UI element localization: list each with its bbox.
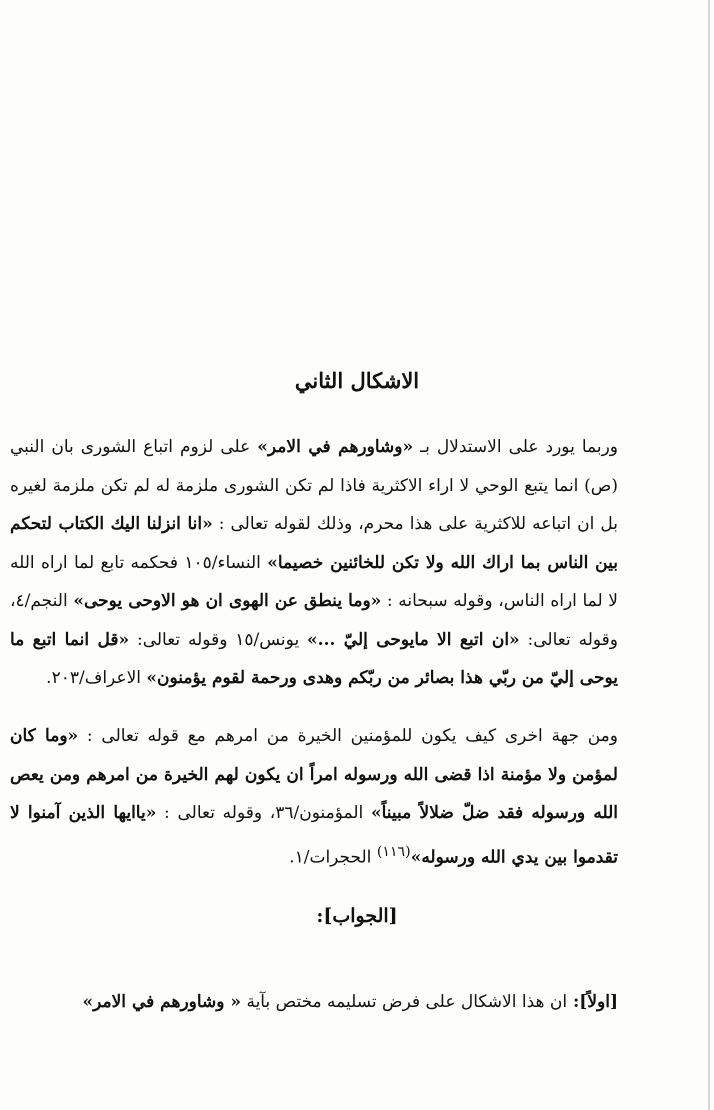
section-heading: الاشكال الثاني: [294, 368, 420, 393]
answer-heading: [الجواب]:: [316, 905, 398, 927]
paragraph-objection: [10, 428, 618, 698]
first-point-label: [اولاً]:: [567, 992, 618, 1012]
quran-quote: «وما كان لمؤمن ولا مؤمنة اذا قضى الله ورسوله امراً ان يكون لهم الخيرة من امرهم ومن يعص الله ورسوله فقد ضلّ ضلالاً مبيناً»: [10, 726, 619, 823]
text-run: المؤمنون/٣٦، وقوله تعالى :: [156, 803, 371, 823]
text-run: الحجرات/١.: [289, 847, 377, 868]
text-run: على لزوم اتباع الشورى بان النبي (ص) انما يتبع الوحي لا اراء الاكثرية فاذا لم تكن الشورى ملزمة له لم تكن ملزمة لغيره بل ان اتباعه للاكثرية على هذا محرم، وذلك لقوله تعالى :: [10, 437, 618, 534]
quran-quote: «قل انما اتبع ما يوحى إليّ من ربّي هذا بصائر من ربّكم وهدى ورحمة لقوم يؤمنون»: [10, 629, 618, 688]
text-run: ان هذا الاشكال على فرض تسليمه مختص بآية: [241, 992, 568, 1012]
quran-quote: « وشاورهم في الامر»: [82, 992, 242, 1012]
page-edge-line: [708, 0, 710, 1110]
quran-quote: «ياايها الذين آمنوا لا تقدموا بين يدي الله ورسوله»: [10, 803, 618, 868]
paragraph-second-objection: [10, 717, 618, 877]
quran-quote: «وما ينطق عن الهوى ان هو الاوحى يوحى»: [73, 591, 382, 611]
quran-quote: «ان اتبع الا مايوحى إليّ ...»: [307, 629, 520, 650]
footnote-marker: (١١٦): [376, 843, 411, 860]
quran-quote: «انا انزلنا اليك الكتاب لتحكم بين الناس بما اراك الله ولا تكن للخائنين خصيما»: [10, 514, 618, 573]
first-point-line: [10, 983, 618, 1021]
text-run: الاعراف/٢٠٣.: [46, 668, 147, 688]
text-run: النساء/١٠٥ فحكمه تابع لما اراه الله لا لما اراه الناس، وقوله سبحانه :: [10, 552, 618, 611]
text-run: ومن جهة اخرى كيف يكون للمؤمنين الخيرة من امرهم مع قوله تعالى :: [78, 726, 619, 746]
quran-quote: «وشاورهم في الامر»: [257, 437, 414, 457]
text-run: وربما يورد على الاستدلال بـ: [413, 437, 618, 457]
text-run: النجم/٤، وقوله تعالى:: [10, 591, 618, 650]
text-run: يونس/١٥ وقوله تعالى:: [129, 629, 308, 650]
